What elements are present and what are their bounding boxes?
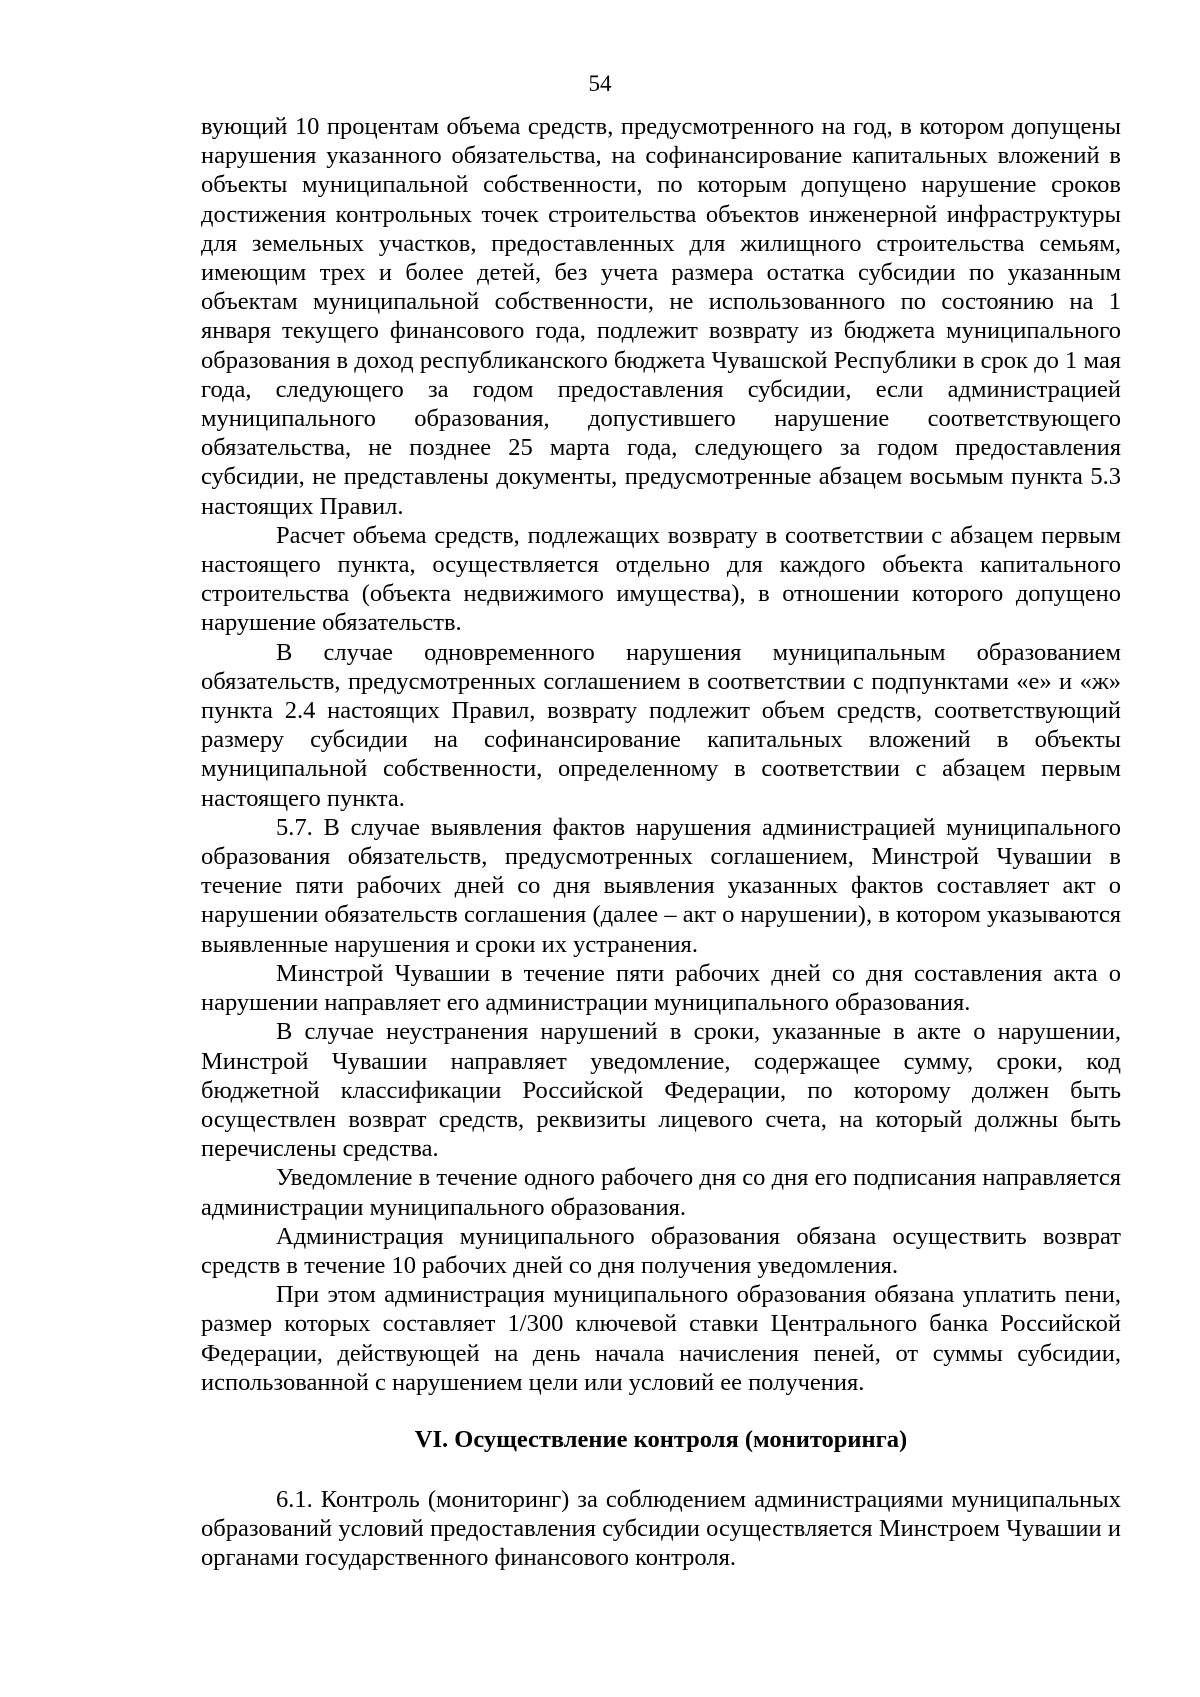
paragraph-continuation: вующий 10 процентам объема средств, предусмотренного на год, в котором допущены нарушения указанного обязательства, на софинансирование капитальных вложений в объекты муниципальной собственности, по которым допущено нарушение сроков достижения контрольных точек строительства объектов инженерной инфраструктуры для земельных участков, предоставленных для жилищного строительства семьям, имеющим трех и более детей, без учета размера остатка субсидии по указанным объектам муниципальной собственности, не использованного по состоянию на 1 января текущего финансового года, подлежит возврату из бюджета муниципального образования в доход республиканского бюджета Чувашской Республики в срок до 1 мая года, следующего за годом предоставления субсидии, если администрацией муниципального образования, допустившего нарушение соответствующего обязательства, не позднее 25 марта года, следующего за годом предоставления субсидии, не представлены документы, предусмотренные абзацем восьмым пункта 5.3 настоящих Правил. [201,113,1121,520]
paragraph-simultaneous-violation: В случае одновременного нарушения муниципальным образованием обязательств, предусмотренных соглашением в соответствии с подпунктами «е» и «ж» пункта 2.4 настоящих Правил, возврату подлежит объем средств, соответствующий размеру субсидии на софинансирование капитальных вложений в объекты муниципальной собственности, определенному в соответствии с абзацем первым настоящего пункта. [201,638,1121,812]
page-number: 54 [588,71,612,96]
paragraph-notification: Уведомление в течение одного рабочего дня со дня его подписания направляется администрации муниципального образования. [201,1164,1121,1221]
document-body [201,112,1121,1573]
section-heading: VI. Осуществление контроля (мониторинга) [414,1425,908,1453]
paragraph-6-1: 6.1. Контроль (мониторинг) за соблюдением администрациями муниципальных образований условий предоставления субсидии осуществляется Минстроем Чувашии и органами государственного финансового контроля. [201,1485,1121,1572]
paragraph-5-7: 5.7. В случае выявления фактов нарушения администрацией муниципального образования обязательств, предусмотренных соглашением, Минстрой Чувашии в течение пяти рабочих дней со дня выявления указанных фактов составляет акт о нарушении обязательств соглашения (далее – акт о нарушении), в котором указываются выявленные нарушения и сроки их устранения. [201,813,1121,958]
paragraph-penalty: При этом администрация муниципального образования обязана уплатить пени, размер которых составляет 1/300 ключевой ставки Центрального банка Российской Федерации, действующей на день начала начисления пеней, от суммы субсидии, использованной с нарушением цели или условий ее получения. [201,1281,1121,1396]
paragraph-non-elimination: В случае неустранения нарушений в сроки, указанные в акте о нарушении, Минстрой Чувашии направляет уведомление, содержащее сумму, сроки, код бюджетной классификации Российской Федерации, по которому должен быть осуществлен возврат средств, реквизиты лицевого счета, на который должны быть перечислены средства. [201,1018,1121,1163]
paragraph-refund-obligation: Администрация муниципального образования обязана осуществить возврат средств в течение 10 рабочих дней со дня получения уведомления. [201,1222,1121,1279]
paragraph-calculation: Расчет объема средств, подлежащих возврату в соответствии с абзацем первым настоящего пункта, осуществляется отдельно для каждого объекта капитального строительства (объекта недвижимого имущества), в отношении которого допущено нарушение обязательств. [201,521,1121,637]
paragraph-act-sending: Минстрой Чувашии в течение пяти рабочих дней со дня составления акта о нарушении направляет его администрации муниципального образования. [201,959,1121,1017]
